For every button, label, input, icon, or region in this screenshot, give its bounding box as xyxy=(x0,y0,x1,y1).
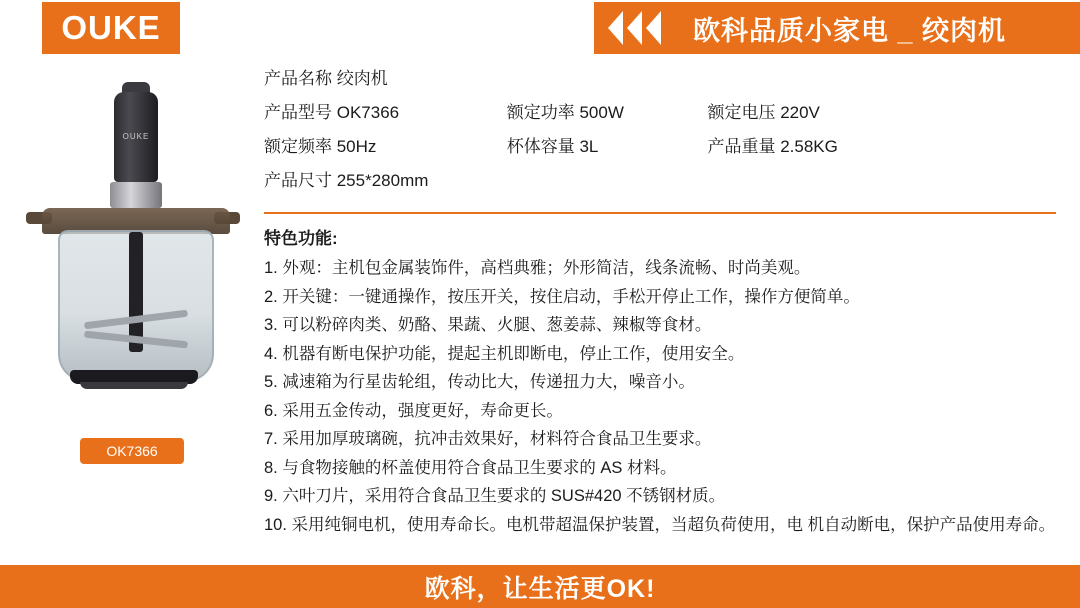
brand-logo-text: OUKE xyxy=(61,9,161,46)
model-badge: OK7366 xyxy=(80,438,184,464)
page-footer xyxy=(0,565,1080,608)
spec-row xyxy=(264,164,1064,198)
spec-row xyxy=(264,96,1064,130)
feature-item: 3. 可以粉碎肉类、奶酪、果蔬、火腿、葱姜蒜、辣椒等食材。 xyxy=(264,316,712,334)
double-chevron-left-icon xyxy=(608,11,665,45)
metal-band-shape xyxy=(110,182,162,208)
features-section xyxy=(264,224,1064,539)
spec-capacity: 杯体容量 3L xyxy=(506,137,599,156)
spec-voltage: 额定电压 220V xyxy=(707,103,820,122)
spec-weight: 产品重量 2.58KG xyxy=(707,137,838,156)
features-title: 特色功能: xyxy=(264,229,338,248)
product-image xyxy=(18,70,246,430)
blade-shaft-shape xyxy=(129,232,143,352)
page-title: 欧科品质小家电 _ 绞肉机 xyxy=(693,15,1007,46)
brand-logo xyxy=(42,2,180,54)
feature-item: 7. 采用加厚玻璃碗，抗冲击效果好，材料符合食品卫生要求。 xyxy=(264,430,712,448)
section-divider xyxy=(264,212,1056,214)
spec-product-name: 产品名称 绞肉机 xyxy=(264,69,388,88)
footer-slogan: 欧科，让生活更OK! xyxy=(424,574,656,603)
feature-item: 5. 减速箱为行星齿轮组，传动比大，传递扭力大，噪音小。 xyxy=(264,373,695,391)
spec-model: 产品型号 OK7366 xyxy=(264,103,400,122)
spec-power: 额定功率 500W xyxy=(506,103,624,122)
feature-item: 8. 与食物接触的杯盖使用符合食品卫生要求的 AS 材料。 xyxy=(264,458,677,477)
spec-row xyxy=(264,62,1064,96)
feature-item: 2. 开关键：一键通操作，按压开关，按住启动，手松开停止工作，操作方便简单。 xyxy=(264,287,860,306)
feature-item: 4. 机器有断电保护功能，提起主机即断电，停止工作，使用安全。 xyxy=(264,344,745,363)
product-body-logo: OUKE xyxy=(122,132,150,141)
spec-dimensions: 产品尺寸 255*280mm xyxy=(264,171,429,190)
page-header xyxy=(0,0,1080,60)
feature-item: 1. 外观：主机包金属装饰件，高档典雅；外形简洁，线条流畅、时尚美观。 xyxy=(264,259,811,277)
header-banner xyxy=(594,2,1080,54)
feature-item: 6. 采用五金传动，强度更好，寿命更长。 xyxy=(264,401,563,420)
spec-list xyxy=(264,62,1064,198)
product-panel xyxy=(18,70,246,480)
bowl-foot-shape xyxy=(80,382,188,389)
spec-frequency: 额定频率 50Hz xyxy=(264,137,377,156)
spec-row xyxy=(264,130,1064,164)
feature-item: 9. 六叶刀片，采用符合食品卫生要求的 SUS#420 不锈钢材质。 xyxy=(264,487,726,505)
feature-item: 10. 采用纯铜电机，使用寿命长。电机带超温保护装置，当超负荷使用，电 机自动断电，保护产品使用寿命。 xyxy=(264,515,1056,534)
